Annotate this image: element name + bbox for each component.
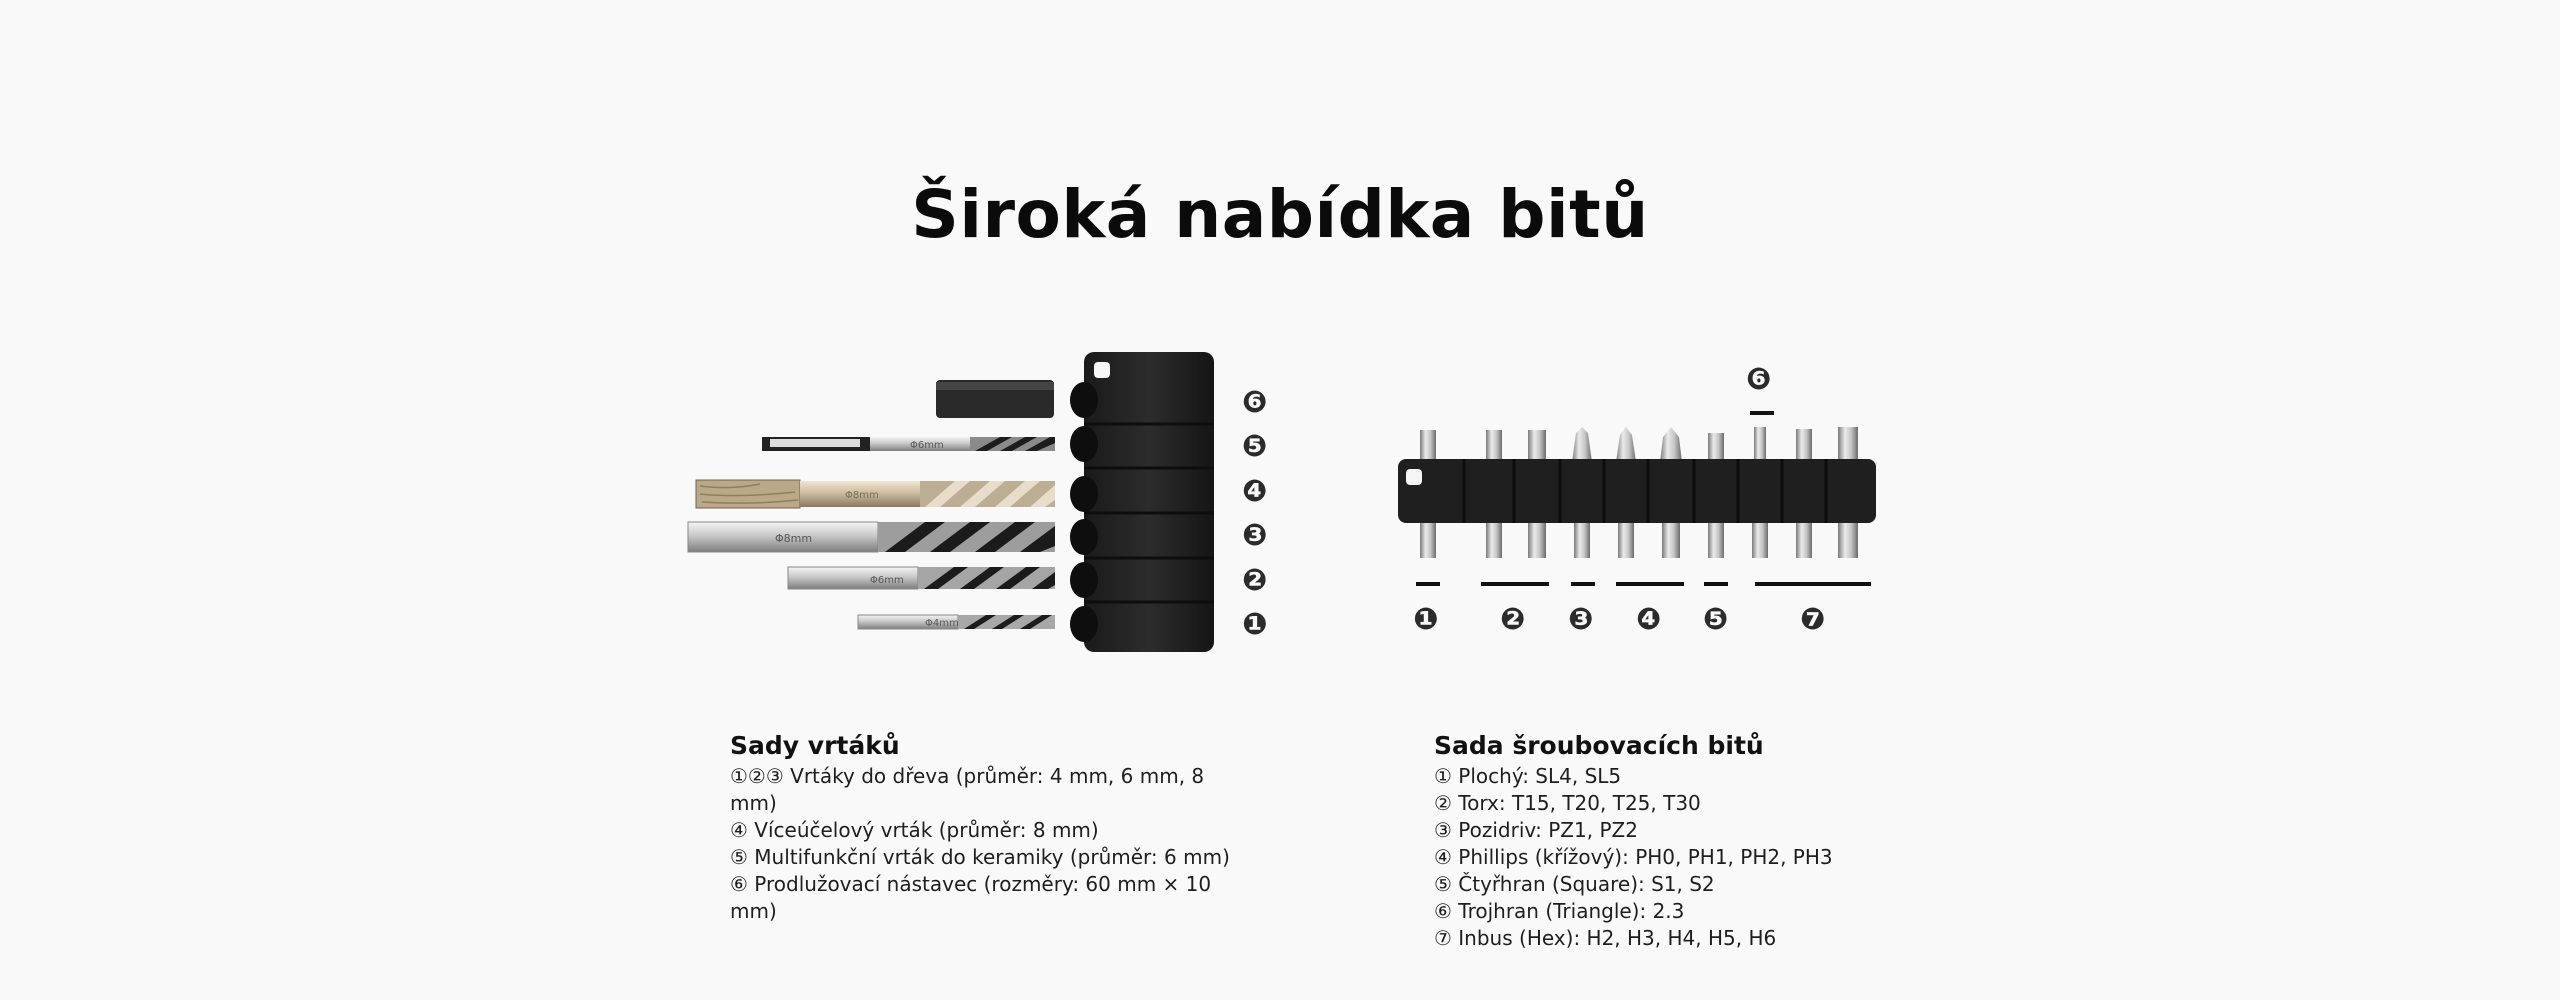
drill-engraving: Φ8mm	[845, 490, 879, 501]
list-item: ⑥ Trojhran (Triangle): 2.3	[1434, 899, 1685, 923]
page-title: Široká nabídka bitů	[911, 176, 1649, 254]
callout-4: ❹	[1242, 474, 1268, 509]
list-item: ⑤ Multifunkční vrták do keramiky (průměr: 6 mm)	[730, 845, 1230, 869]
group-marker-7	[1755, 582, 1871, 586]
extension-adapter	[936, 380, 1054, 418]
list-item: ⑤ Čtyřhran (Square): S1, S2	[1434, 872, 1715, 896]
callout-3: ❸	[1242, 518, 1268, 553]
drill-engraving: Φ8mm	[775, 532, 813, 545]
list-item: ⑦ Inbus (Hex): H2, H3, H4, H5, H6	[1434, 926, 1777, 950]
bit-holder-strip	[1398, 459, 1876, 523]
group-marker-1	[1416, 582, 1440, 586]
drill-bit-1	[858, 615, 1055, 629]
callout-7: ❼	[1800, 602, 1826, 637]
callout-6: ❻	[1746, 362, 1772, 397]
bit-sets-list	[1434, 763, 1934, 952]
callout-2: ❷	[1242, 563, 1268, 598]
drill-bit-5	[762, 437, 1055, 451]
callout-3: ❸	[1568, 602, 1594, 637]
callout-1: ❶	[1413, 602, 1439, 637]
callout-6: ❻	[1242, 385, 1268, 420]
group-marker-3	[1571, 582, 1595, 586]
bit-sets-caption	[1434, 731, 1934, 952]
drill-sets-caption	[730, 731, 1230, 925]
drill-bit-2	[788, 567, 1055, 589]
callout-5: ❺	[1242, 429, 1268, 464]
callout-4: ❹	[1636, 602, 1662, 637]
bit-set-illustration	[1380, 355, 1900, 655]
list-item: ② Torx: T15, T20, T25, T30	[1434, 791, 1701, 815]
list-item: ①②③ Vrtáky do dřeva (průměr: 4 mm, 6 mm, 8 mm)	[730, 764, 1205, 815]
group-marker-4	[1616, 582, 1684, 586]
group-marker-6	[1750, 411, 1774, 415]
list-item: ④ Phillips (křížový): PH0, PH1, PH2, PH3	[1434, 845, 1833, 869]
list-item: ③ Pozidriv: PZ1, PZ2	[1434, 818, 1638, 842]
list-item: ① Plochý: SL4, SL5	[1434, 764, 1622, 788]
drill-bit-4	[696, 480, 1055, 508]
group-marker-2	[1481, 582, 1549, 586]
callout-5: ❺	[1703, 602, 1729, 637]
drill-sets-list	[730, 763, 1230, 925]
drill-set-illustration	[670, 340, 1290, 660]
callout-1: ❶	[1242, 607, 1268, 642]
drill-sets-heading: Sady vrtáků	[730, 731, 900, 760]
callout-2: ❷	[1500, 602, 1526, 637]
drill-engraving: Φ6mm	[910, 440, 944, 451]
drill-bit-3	[688, 522, 1055, 552]
list-item: ⑥ Prodlužovací nástavec (rozměry: 60 mm × 10 mm)	[730, 872, 1212, 923]
drill-holder	[1070, 352, 1214, 652]
drill-engraving: Φ6mm	[870, 575, 904, 586]
bit-sets-heading: Sada šroubovacích bitů	[1434, 731, 1764, 760]
group-marker-5	[1704, 582, 1728, 586]
drill-engraving: Φ4mm	[925, 618, 959, 629]
list-item: ④ Víceúčelový vrták (průměr: 8 mm)	[730, 818, 1099, 842]
